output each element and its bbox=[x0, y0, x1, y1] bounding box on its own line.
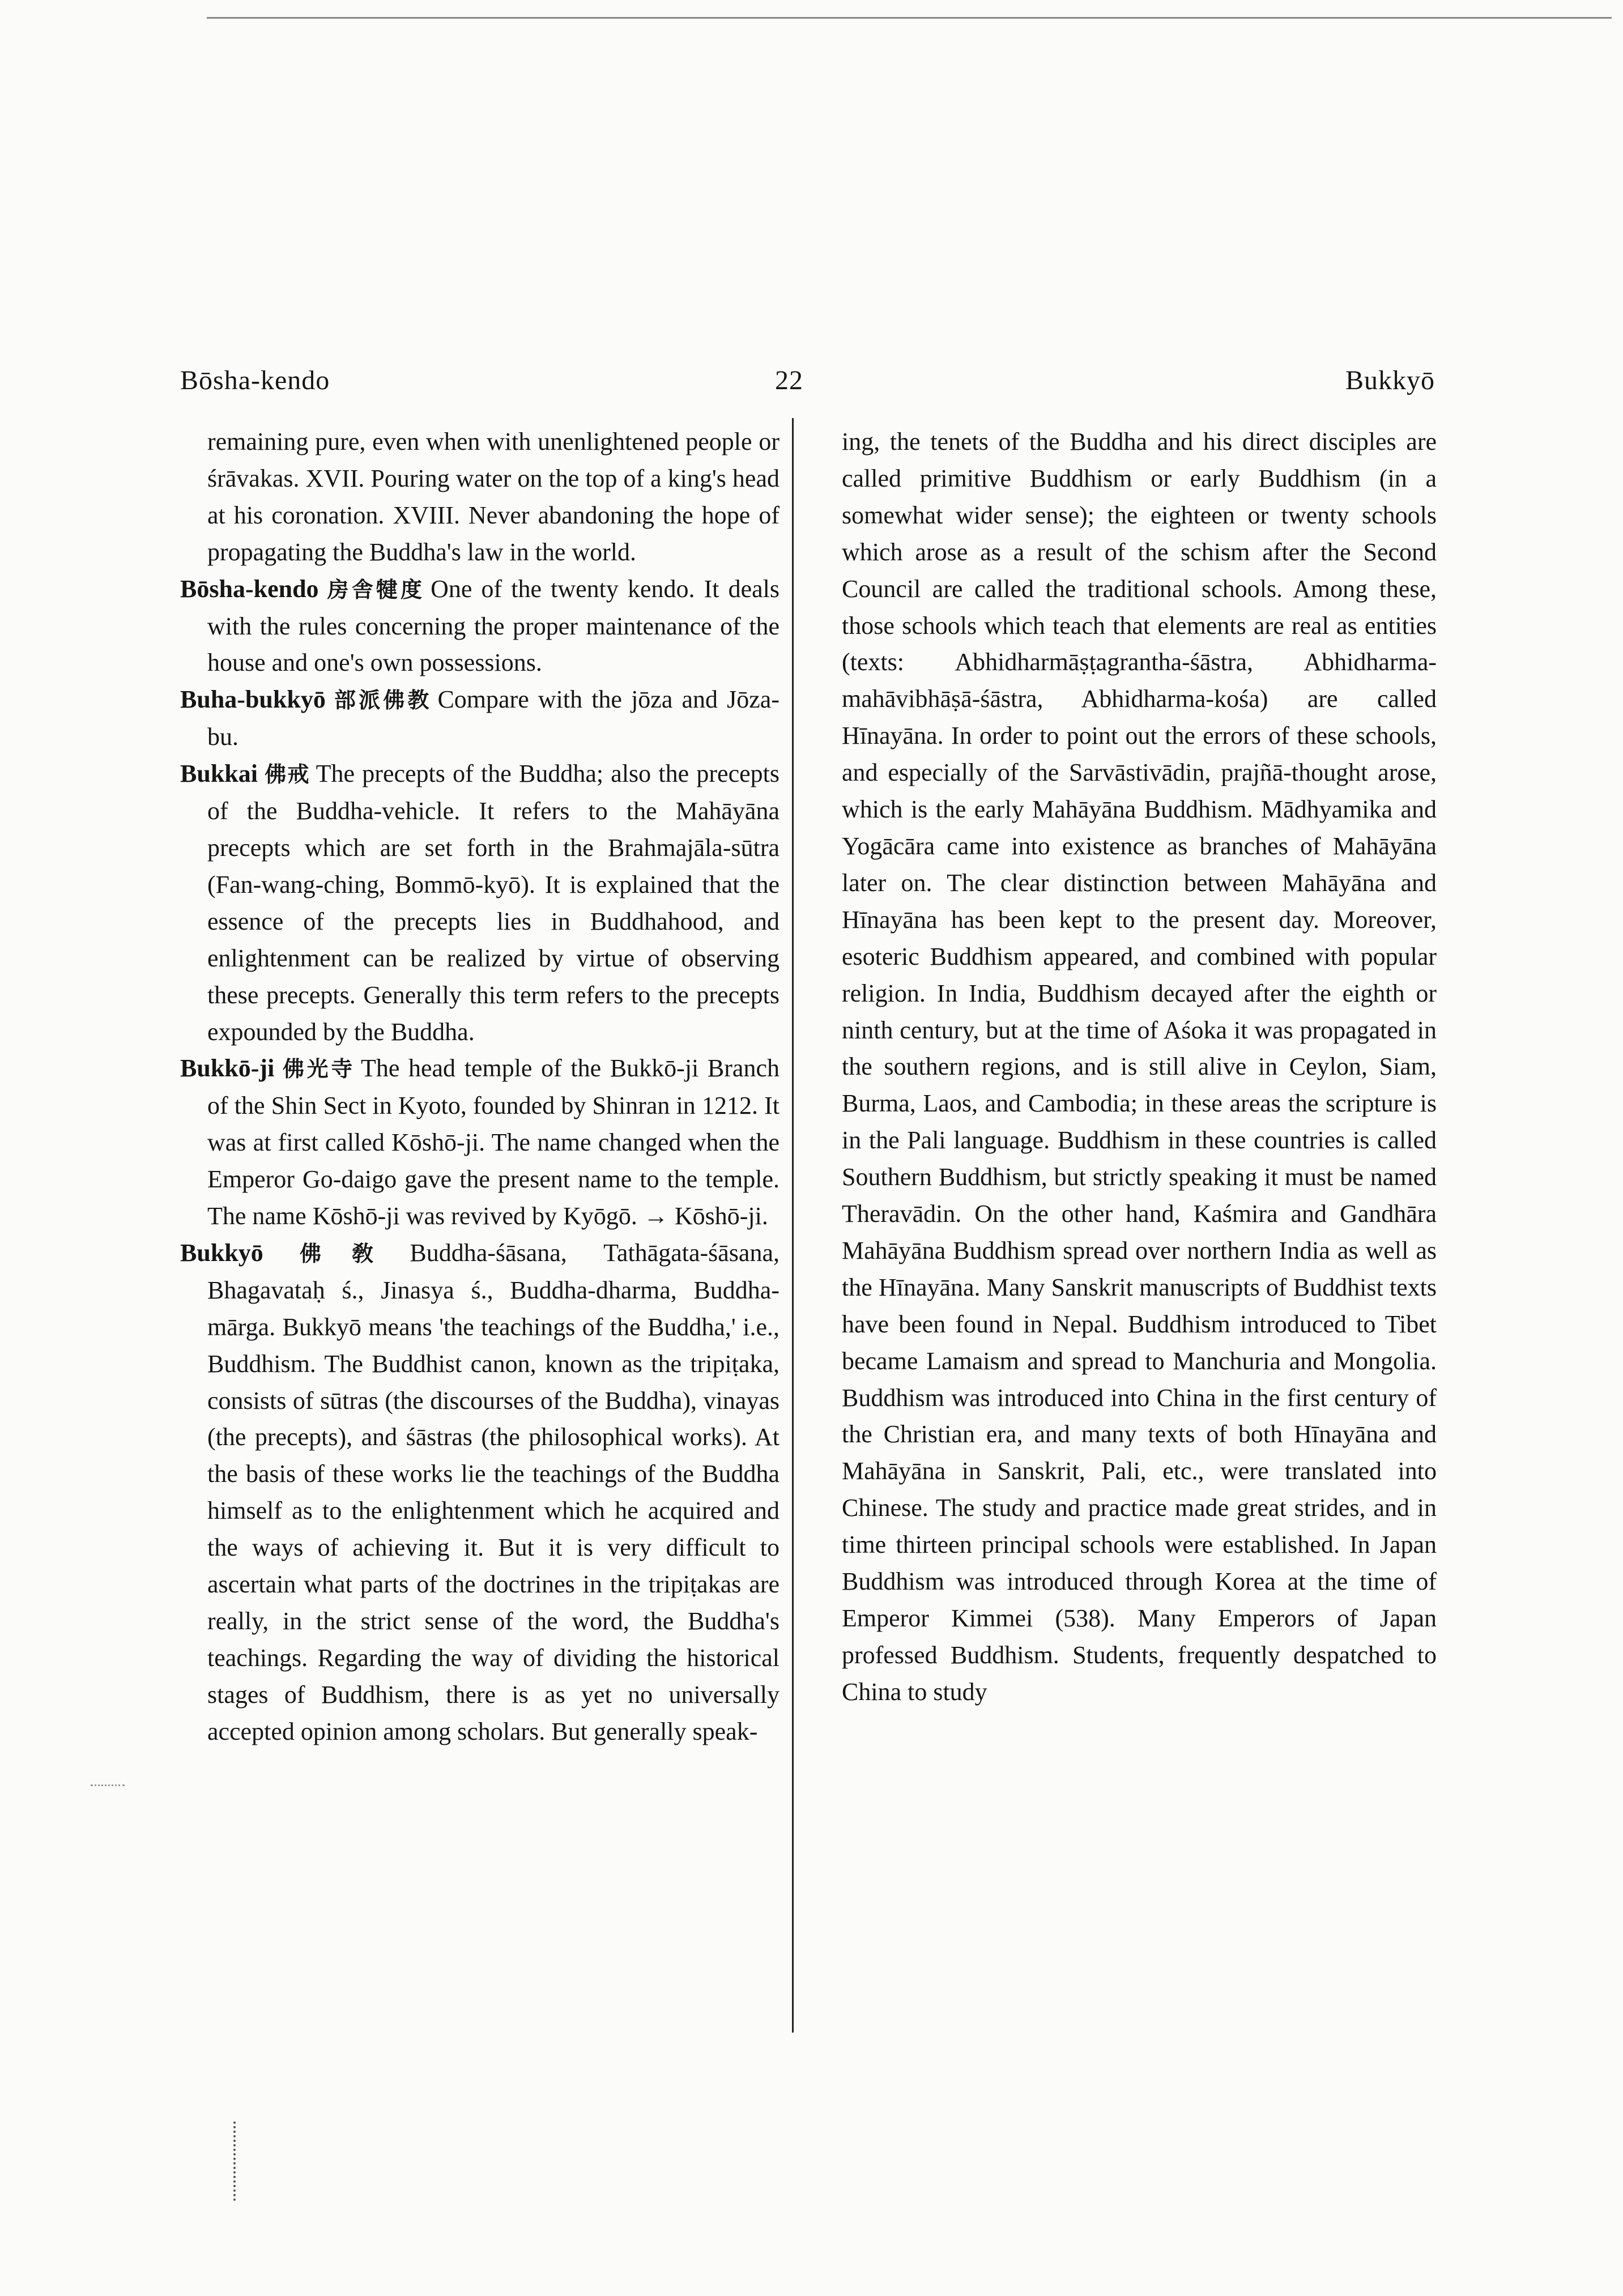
column-divider bbox=[792, 418, 794, 2033]
right-column bbox=[837, 424, 1437, 1711]
entry-definition: One of the twenty kendo. It deals with the rules concerning the proper maintenance of the house and one's own possessions. bbox=[207, 574, 779, 677]
entry-kanji: 房舎犍度 bbox=[324, 577, 425, 602]
dictionary-entry bbox=[180, 571, 779, 682]
running-head bbox=[180, 363, 1435, 408]
left-column bbox=[180, 424, 779, 1750]
entry-headword: Bukkō-ji bbox=[180, 1054, 275, 1083]
continued-entry-text: remaining pure, even when with unenlightened people or śrāvakas. XVII. Pouring water on the top of a king's head at his coronation. XVIII. Never abandoning the hope of propagating the Buddha's law in the world. bbox=[207, 428, 779, 566]
header-left-guideword: Bōsha-kendo bbox=[180, 365, 330, 395]
dictionary-entry bbox=[180, 1050, 779, 1235]
entry-headword: Bōsha-kendo bbox=[180, 574, 319, 603]
scan-dotted-mark bbox=[233, 2122, 236, 2201]
entry-definition: The head temple of the Bukkō-ji Branch of the Shin Sect in Kyoto, founded by Shinran in 1212. It was at first called Kōshō-ji. The name changed when the Emperor Go-daigo gave the present name to the temple. The name Kōshō-ji was revived by Kyōgō. → Kōshō-ji. bbox=[207, 1054, 779, 1230]
continued-entry-text: ing, the tenets of the Buddha and his direct disciples are called primitive Buddhism or early Buddhism (in a somewhat wider sense); the eighteen or twenty schools which arose as a result of the schism after the Second Council are called the traditional schools. Among these, those schools which teach that elements are real as entities (texts: Abhidharmāṣṭagrantha-śāstra, Abhidharma-mahāvibhāṣā-śāstra, Abhidharma-kośa) are called Hīnayāna. In order to point out the errors of these schools, and especially of the Sarvāstivādin, prajñā-thought arose, which is the early Mahāyāna Buddhism. Mādhyamika and Yogācāra came into existence as branches of Mahāyāna later on. The clear distinction between Mahāyāna and Hīnayāna has been kept to the present day. Moreover, esoteric Buddhism appeared, and combined with popular religion. In India, Buddhism decayed after the eighth or ninth century, but at the time of Aśoka it was propagated in the southern regions, and is still alive in Ceylon, Siam, Burma, Laos, and Cambodia; in these areas the scripture is in the Pali language. Buddhism in these countries is called Southern Buddhism, but strictly speaking it must be named Theravādin. On the other hand, Kaśmira and Gandhāra Mahāyāna Buddhism spread over northern India as well as the Hīnayāna. Many Sanskrit manuscripts of Buddhist texts have been found in Nepal. Buddhism introduced to Tibet became Lamaism and spread to Manchuria and Mongolia. Buddhism was introduced into China in the first century of the Christian era, and many texts of both Hīnayāna and Mahāyāna in Sanskrit, Pali, etc., were translated into Chinese. The study and practice made great strides, and in time thirteen principal schools were established. In Japan Buddhism was introduced through Korea at the time of Emperor Kimmei (538). Many Emperors of Japan professed Buddhism. Students, frequently despatched to China to study bbox=[842, 428, 1437, 1706]
header-right-guideword: Bukkyō bbox=[1345, 365, 1435, 395]
dictionary-entry bbox=[180, 1235, 779, 1750]
entry-kanji: 部派佛教 bbox=[331, 688, 432, 713]
entry-kanji: 佛戒 bbox=[263, 762, 310, 787]
entry-headword: Buha-bukkyō bbox=[180, 685, 326, 714]
dictionary-entry bbox=[180, 681, 779, 756]
entry-definition: Buddha-śāsana, Tathāgata-śāsana, Bhagavataḥ ś., Jinasya ś., Buddha-dharma, Buddha-mārga. Bukkyō means 'the teachings of the Buddha,' i.e., Buddhism. The Buddhist canon, known as the tripiṭaka, consists of sūtras (the discourses of the Buddha), vinayas (the precepts), and śāstras (the philosophical works). At the basis of these works lie the teachings of the Buddha himself as to the enlightenment which he acquired and the ways of achieving it. But it is very difficult to ascertain what parts of the doctrines in the tripiṭakas are really, in the strict sense of the word, the Buddha's teachings. Regarding the way of dividing the historical stages of Buddhism, there is as yet no universally accepted opinion among scholars. But generally speak- bbox=[207, 1238, 779, 1745]
entry-definition: Compare with the jōza and Jōza-bu. bbox=[207, 685, 779, 751]
entry-headword: Bukkai bbox=[180, 760, 258, 788]
page-number: 22 bbox=[775, 365, 803, 395]
scan-edge-rule bbox=[207, 17, 1612, 19]
entry-headword: Bukkyō bbox=[180, 1238, 263, 1267]
entry-kanji: 佛敎 bbox=[269, 1241, 404, 1266]
dictionary-entry bbox=[180, 756, 779, 1050]
entry-definition: The precepts of the Buddha; also the precepts of the Buddha-vehicle. It refers to the Mahāyāna precepts which are set forth in the Brahmajāla-sūtra (Fan-wang-ching, Bommō-kyō). It is explained that the essence of the precepts lies in Buddhahood, and enlightenment can be realized by virtue of observing these precepts. Generally this term refers to the precepts expounded by the Buddha. bbox=[207, 760, 779, 1046]
entry-kanji: 佛光寺 bbox=[280, 1057, 355, 1082]
scan-speck bbox=[91, 1784, 125, 1786]
